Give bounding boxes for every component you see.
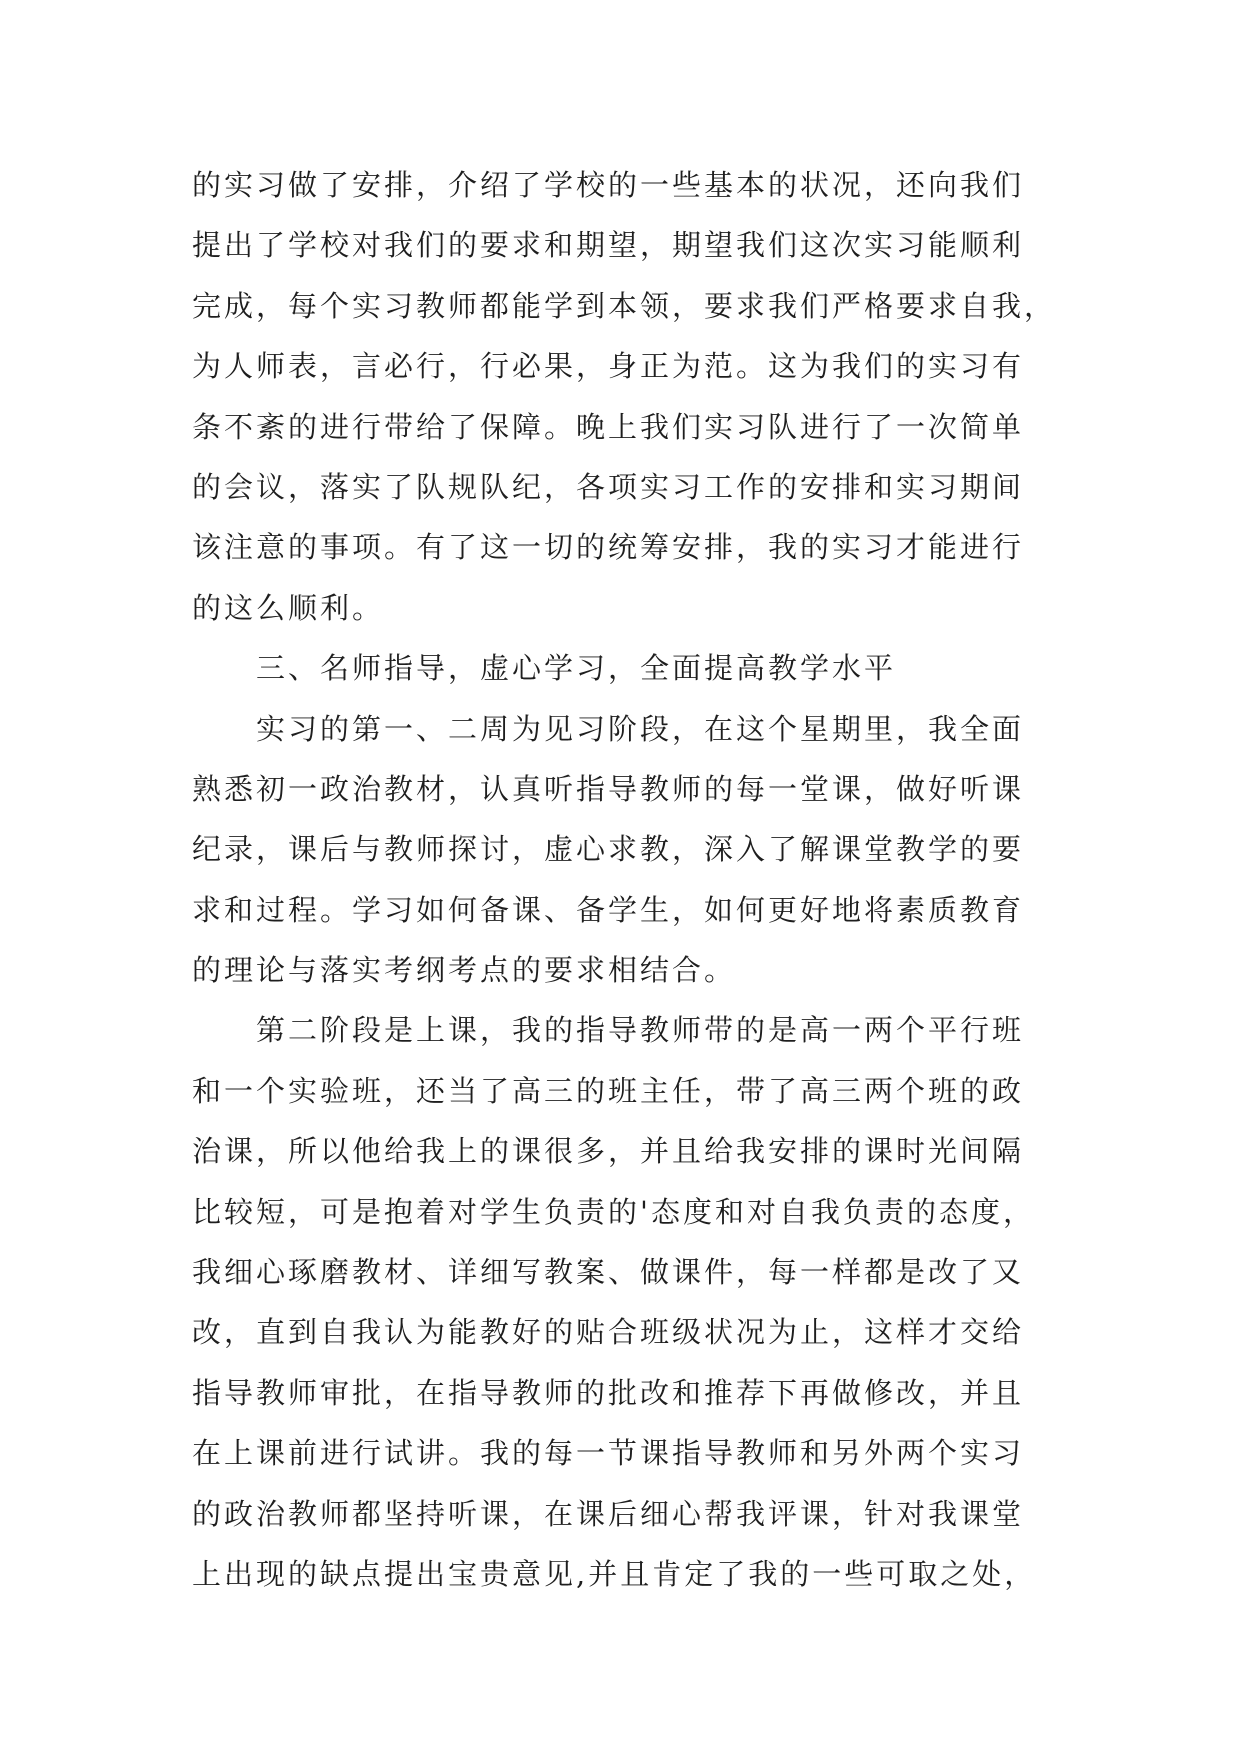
text-line: 和一个实验班，还当了高三的班主任，带了高三两个班的政 — [192, 1073, 1025, 1108]
text-line: 在上课前进行试讲。我的每一节课指导教师和另外两个实习 — [192, 1436, 1025, 1471]
text-line: 提出了学校对我们的要求和期望，期望我们这次实习能顺利 — [192, 228, 1025, 263]
text-line: 的这么顺利。 — [192, 590, 385, 625]
text-line: 上出现的缺点提出宝贵意见,并且肯定了我的一些可取之处， — [192, 1556, 1037, 1591]
text-line: 完成，每个实习教师都能学到本领，要求我们严格要求自我， — [192, 288, 1057, 323]
text-line: 为人师表，言必行，行必果，身正为范。这为我们的实习有 — [192, 349, 1025, 384]
text-line: 条不紊的进行带给了保障。晚上我们实习队进行了一次简单 — [192, 409, 1025, 444]
text-line: 比较短，可是抱着对学生负责的'态度和对自我负责的态度， — [192, 1194, 1035, 1229]
text-line: 求和过程。学习如何备课、备学生，如何更好地将素质教育 — [192, 892, 1025, 927]
text-line: 第二阶段是上课，我的指导教师带的是高一两个平行班 — [256, 1013, 1025, 1048]
text-line: 实习的第一、二周为见习阶段，在这个星期里，我全面 — [256, 711, 1025, 746]
text-line: 熟悉初一政治教材，认真听指导教师的每一堂课，做好听课 — [192, 771, 1025, 806]
text-line: 改，直到自我认为能教好的贴合班级状况为止，这样才交给 — [192, 1315, 1025, 1350]
body-text — [192, 155, 1057, 1604]
text-line: 指导教师审批，在指导教师的批改和推荐下再做修改，并且 — [192, 1375, 1025, 1410]
section-heading: 三、名师指导，虚心学习，全面提高教学水平 — [256, 651, 897, 686]
text-line: 我细心琢磨教材、详细写教案、做课件，每一样都是改了又 — [192, 1255, 1025, 1290]
text-line: 治课，所以他给我上的课很多，并且给我安排的课时光间隔 — [192, 1134, 1025, 1169]
text-line: 的理论与落实考纲考点的要求相结合。 — [192, 953, 737, 988]
text-line: 纪录，课后与教师探讨，虚心求教，深入了解课堂教学的要 — [192, 832, 1025, 867]
text-line: 的实习做了安排，介绍了学校的一些基本的状况，还向我们 — [192, 168, 1025, 202]
text-line: 的政治教师都坚持听课，在课后细心帮我评课，针对我课堂 — [192, 1496, 1025, 1531]
text-line: 该注意的事项。有了这一切的统筹安排，我的实习才能进行 — [192, 530, 1025, 565]
text-line: 的会议，落实了队规队纪，各项实习工作的安排和实习期间 — [192, 469, 1025, 504]
